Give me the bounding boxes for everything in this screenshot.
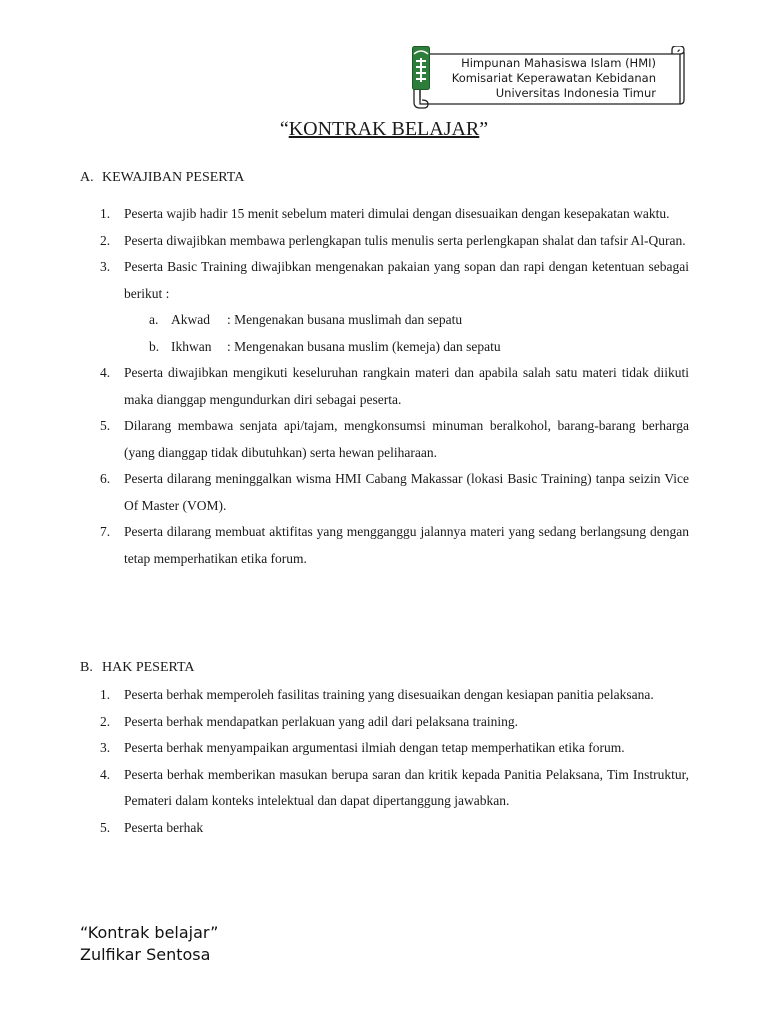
item-text: Peserta berhak menyampaikan argumentasi ilmiah dengan tetap memperhatikan etika forum.: [124, 740, 625, 755]
item-number: 5.: [100, 418, 111, 433]
section-b-letter: B.: [80, 660, 93, 675]
subitem-letter: b.: [149, 338, 160, 354]
section-b-list: [96, 682, 689, 841]
title-text: KONTRAK BELAJAR: [288, 118, 480, 140]
list-item: [96, 815, 689, 842]
list-item: [96, 735, 689, 762]
org-line-3: Universitas Indonesia Timur: [495, 86, 656, 100]
item-number: 5.: [100, 819, 111, 835]
list-item: [96, 709, 689, 736]
item-number: 4.: [100, 766, 111, 782]
list-item: [96, 762, 689, 815]
section-b-heading: [80, 660, 195, 676]
subitem-key: Akwad: [171, 312, 210, 327]
section-a-title: KEWAJIBAN PESERTA: [102, 170, 245, 185]
subitem-text: : Mengenakan busana muslim (kemeja) dan sepatu: [227, 338, 501, 354]
hmi-logo-icon: [412, 46, 430, 90]
item-number: 1.: [100, 206, 111, 221]
list-item: [96, 360, 689, 413]
item-text: Dilarang membawa senjata api/tajam, mengkonsumsi minuman beralkohol, barang-barang berharga (yang dianggap tidak dibutuhkan) serta hewan peliharaan.: [124, 418, 689, 460]
list-item: [96, 228, 689, 255]
item-number: 2.: [100, 232, 111, 248]
header-scroll-banner: [412, 46, 688, 110]
sublist-item: [149, 307, 689, 334]
title-open-quote: “: [279, 118, 289, 140]
org-line-1: Himpunan Mahasiswa Islam (HMI): [461, 56, 656, 70]
list-item: [96, 201, 689, 228]
item-text: Peserta wajib hadir 15 menit sebelum materi dimulai dengan disesuaikan dengan kesepakatan waktu.: [124, 206, 670, 221]
item-number: 3.: [100, 740, 111, 755]
item-number: 7.: [100, 524, 111, 539]
item-number: 2.: [100, 713, 111, 729]
section-a-list: [96, 201, 689, 572]
sublist-item: [149, 334, 689, 361]
subitem-text: : Mengenakan busana muslimah dan sepatu: [227, 312, 463, 327]
item-text: Peserta dilarang meninggalkan wisma HMI Cabang Makassar (lokasi Basic Training) tanpa seizin Vice Of Master (VOM).: [124, 471, 689, 513]
item-text: Peserta dilarang membuat aktifitas yang mengganggu jalannya materi yang sedang berlangsung dengan tetap memperhatikan etika forum.: [124, 524, 689, 566]
item-text: Peserta berhak memberikan masukan berupa saran dan kritik kepada Panitia Pelaksana, Tim Instruktur, Pemateri dalam konteks intelektual dan dapat dipertanggung jawabkan.: [124, 766, 689, 808]
subitem-key: Ikhwan: [171, 338, 212, 354]
item-text: Peserta berhak mendapatkan perlakuan yang adil dari pelaksana training.: [124, 713, 518, 729]
item-number: 6.: [100, 471, 111, 486]
section-a-letter: A.: [80, 170, 94, 185]
item-number: 1.: [100, 687, 111, 702]
org-line-2: Komisariat Keperawatan Kebidanan: [451, 71, 656, 85]
footer-author: Zulfikar Sentosa: [80, 945, 211, 964]
subitem-letter: a.: [149, 312, 159, 327]
title-close-quote: ”: [479, 118, 489, 140]
list-item: [96, 519, 689, 572]
item-text: Peserta berhak: [124, 819, 204, 835]
list-item: [96, 682, 689, 709]
section-a-heading: [80, 170, 244, 186]
page-title: [0, 118, 768, 141]
item-text: Peserta diwajibkan membawa perlengkapan tulis menulis serta perlengkapan shalat dan tafsir Al-Quran.: [124, 232, 686, 248]
list-item: [96, 413, 689, 466]
item-text: Peserta diwajibkan mengikuti keseluruhan rangkain materi dan apabila salah satu materi tidak diikuti maka dianggap mengundurkan diri sebagai peserta.: [124, 365, 689, 407]
footer-doc-name: “Kontrak belajar”: [80, 923, 219, 942]
list-item: [96, 254, 689, 360]
item-text: Peserta Basic Training diwajibkan mengenakan pakaian yang sopan dan rapi dengan ketentuan sebagai berikut :: [124, 259, 689, 301]
document-footer: [80, 922, 218, 966]
section-b-title: HAK PESERTA: [102, 660, 195, 675]
dress-code-sublist: [124, 307, 689, 360]
list-item: [96, 466, 689, 519]
item-text: Peserta berhak memperoleh fasilitas training yang disesuaikan dengan kesiapan panitia pelaksana.: [124, 687, 654, 702]
item-number: 4.: [100, 365, 111, 380]
organization-lines: [430, 56, 656, 101]
item-number: 3.: [100, 259, 111, 274]
